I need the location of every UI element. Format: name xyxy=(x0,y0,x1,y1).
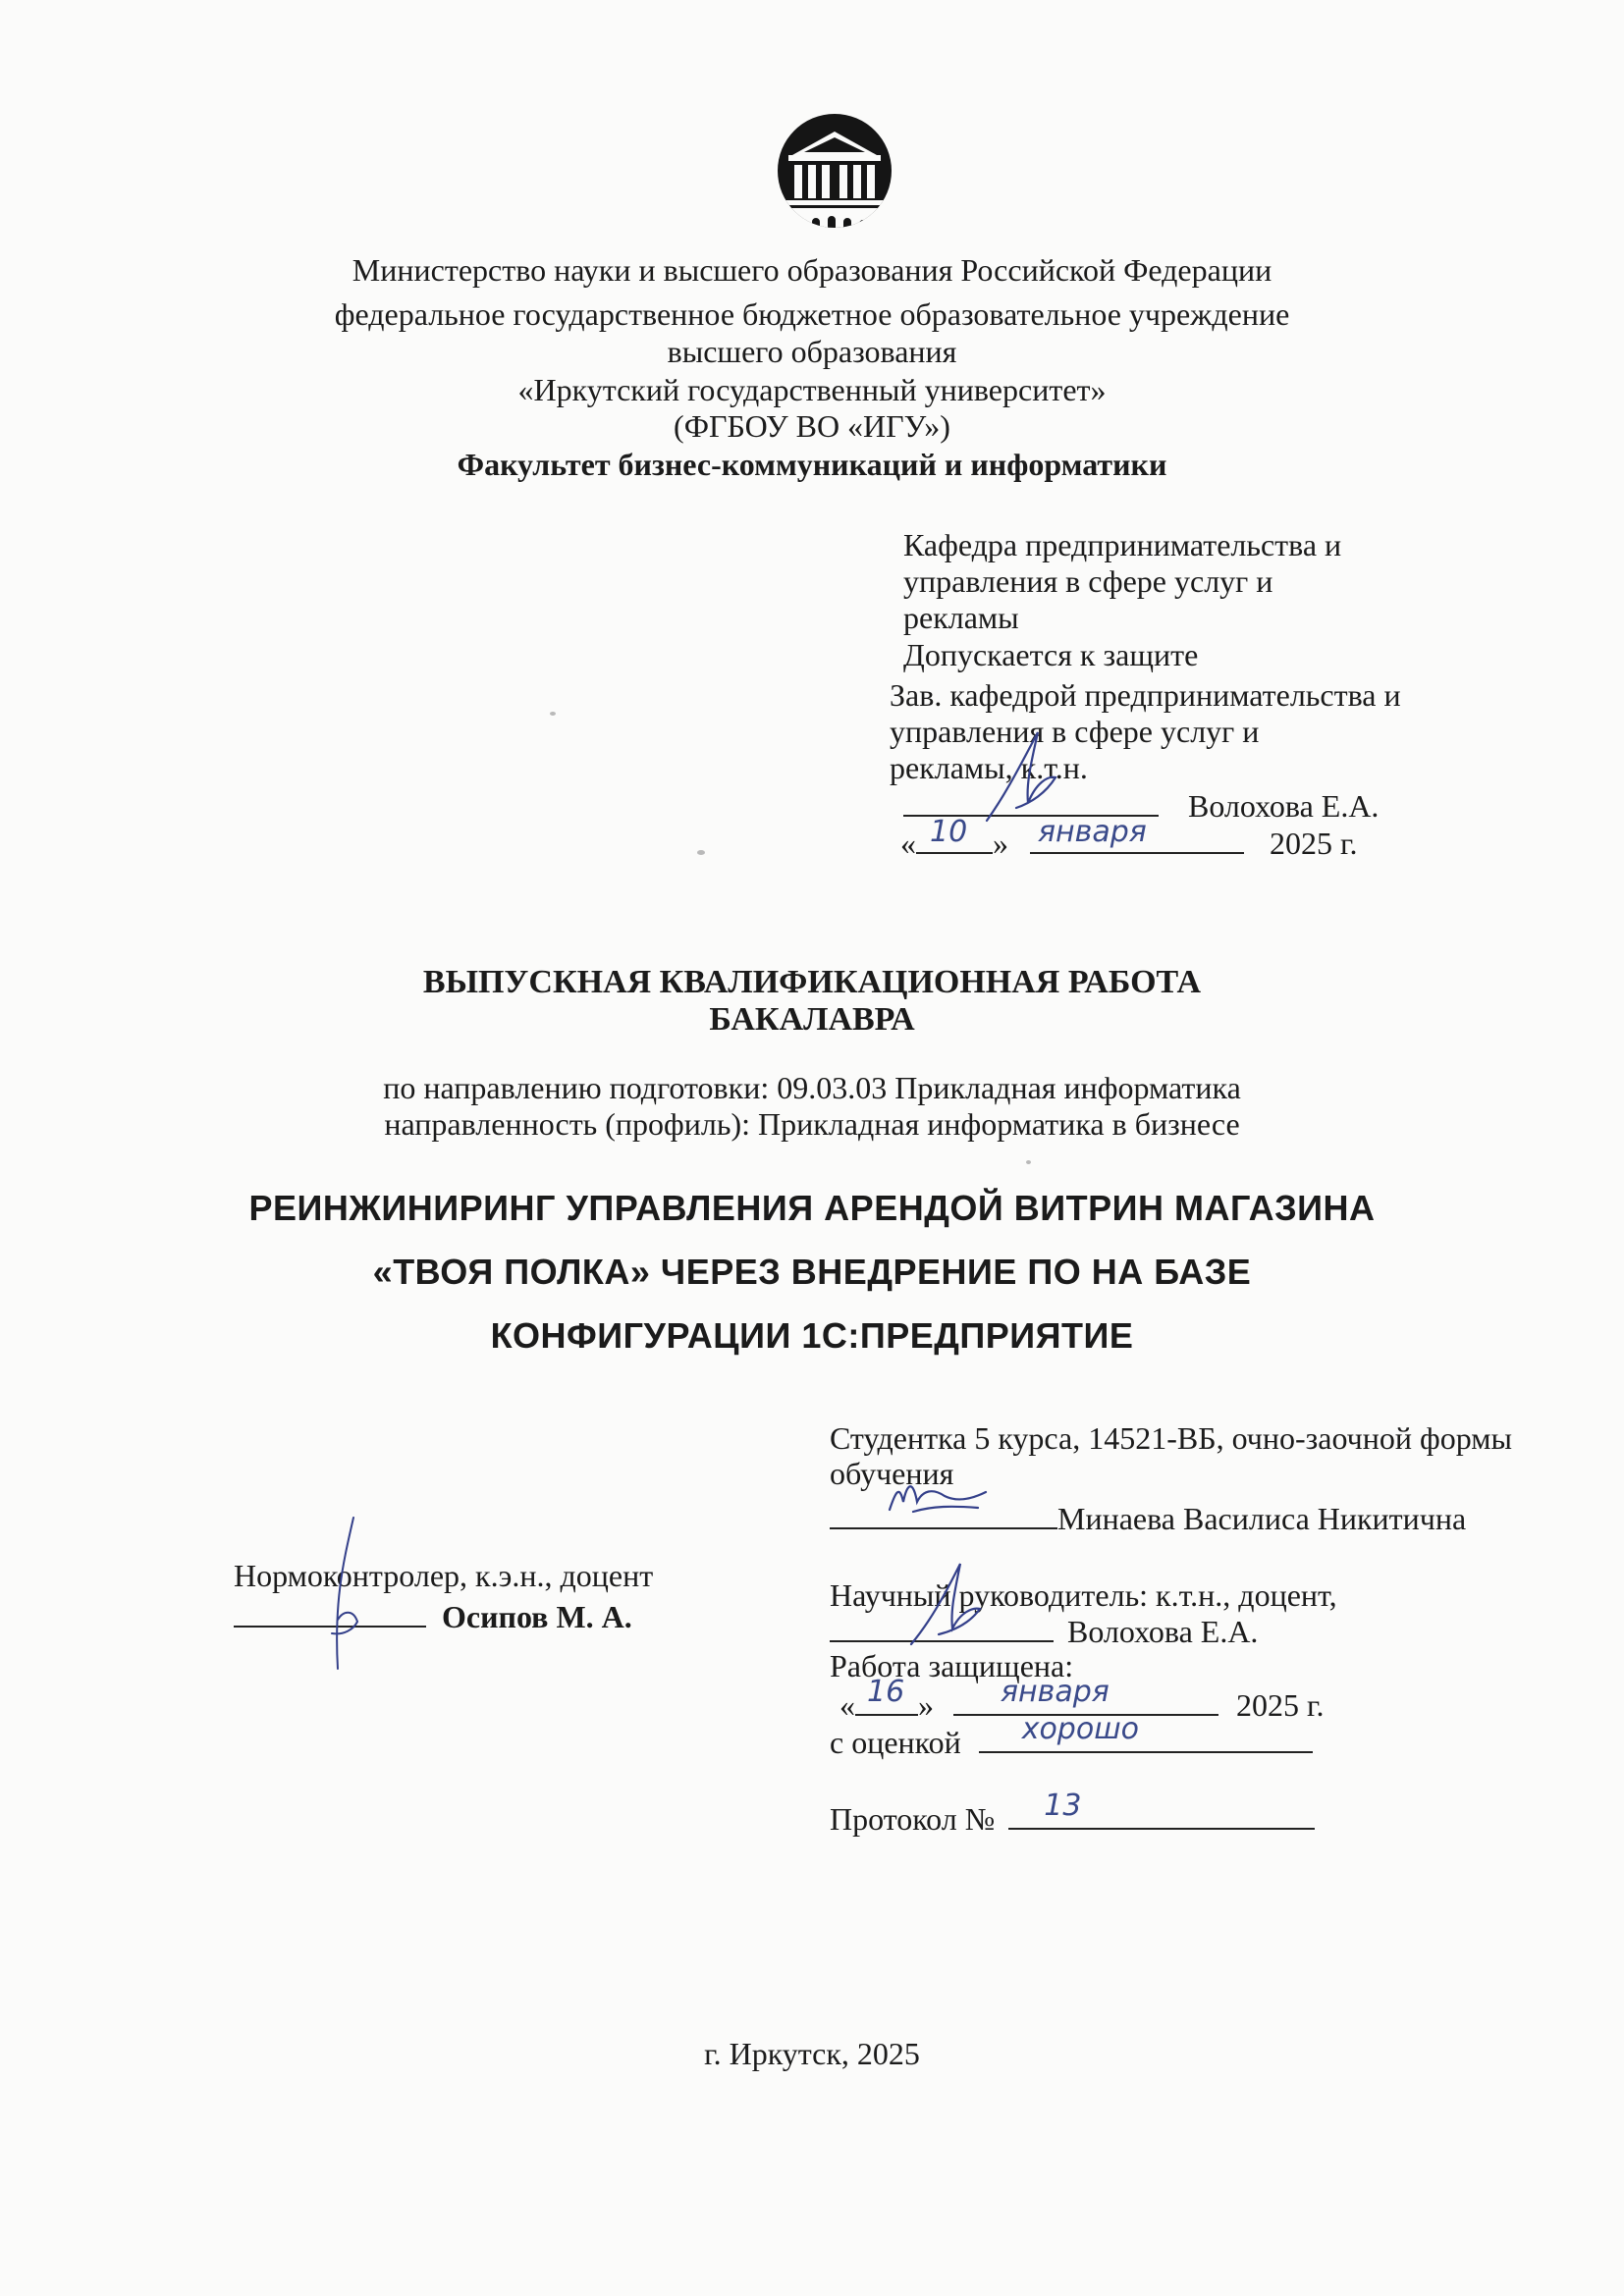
department-head-line-3: рекламы, к.т.н. xyxy=(890,750,1088,785)
handwritten-protocol-number: 13 xyxy=(1044,1789,1082,1823)
direction-line-2: направленность (профиль): Прикладная информатика в бизнесе xyxy=(384,1106,1240,1142)
university-abbreviation: (ФГБОУ ВО «ИГУ») xyxy=(674,408,950,444)
department-line-3: рекламы xyxy=(903,600,1019,635)
faculty-name: Факультет бизнес-коммуникаций и информатики xyxy=(457,447,1167,482)
supervisor-label: Научный руководитель: к.т.н., доцент, xyxy=(830,1577,1337,1613)
scan-speck xyxy=(1026,1160,1031,1164)
direction-line-1: по направлению подготовки: 09.03.03 Прикладная информатика xyxy=(383,1070,1241,1105)
university-building-emblem-icon xyxy=(775,110,894,234)
work-type-line-2: БАКАЛАВРА xyxy=(709,1001,915,1038)
handwritten-grade: хорошо xyxy=(1021,1712,1140,1746)
protocol-blank xyxy=(1008,1789,1315,1830)
department-head-line-1: Зав. кафедрой предпринимательства и xyxy=(890,677,1401,713)
student-info-line-1: Студентка 5 курса, 14521-ВБ, очно-заочной формы xyxy=(830,1420,1512,1456)
day-blank xyxy=(855,1675,918,1716)
department-line-1: Кафедра предпринимательства и xyxy=(903,527,1342,562)
handwritten-month: января xyxy=(1001,1675,1110,1709)
ministry-line: Министерство науки и высшего образования Российской Федерации xyxy=(352,252,1272,288)
grade-blank xyxy=(979,1712,1313,1753)
topic-line-3: КОНФИГУРАЦИИ 1С:ПРЕДПРИЯТИЕ xyxy=(490,1315,1134,1356)
defense-year: 2025 г. xyxy=(1236,1687,1325,1723)
quote-open: « xyxy=(900,826,916,861)
protocol-row xyxy=(830,1789,1315,1839)
scan-speck xyxy=(697,850,705,855)
quote-open: « xyxy=(839,1687,855,1723)
grade-label: с оценкой xyxy=(830,1725,961,1760)
work-type-line-1: ВЫПУСКНАЯ КВАЛИФИКАЦИОННАЯ РАБОТА xyxy=(422,964,1202,1000)
normcontrol-signature xyxy=(314,1512,373,1679)
defense-label: Работа защищена: xyxy=(830,1648,1074,1683)
approval-year: 2025 г. xyxy=(1270,826,1358,861)
handwritten-day: 16 xyxy=(867,1675,905,1709)
topic-line-1: РЕИНЖИНИРИНГ УПРАВЛЕНИЯ АРЕНДОЙ ВИТРИН МАГАЗИНА xyxy=(248,1188,1376,1228)
handwritten-month: января xyxy=(1038,815,1147,849)
supervisor-signature xyxy=(903,1556,992,1654)
normcontrol-label: Нормоконтролер, к.э.н., доцент xyxy=(234,1558,654,1593)
approval-date-row xyxy=(900,815,1358,863)
quote-close: » xyxy=(993,826,1008,861)
university-name: «Иркутский государственный университет» xyxy=(517,372,1107,407)
institution-type-line: федеральное государственное бюджетное образовательное учреждение xyxy=(334,296,1290,332)
normcontrol-signature-row xyxy=(234,1596,632,1636)
supervisor-name: Волохова Е.А. xyxy=(1067,1614,1259,1649)
supervisor-signature-row xyxy=(830,1611,1258,1651)
department-head-name: Волохова Е.А. xyxy=(1188,788,1380,824)
department-line-2: управления в сфере услуг и xyxy=(903,563,1273,599)
admitted-to-defense: Допускается к защите xyxy=(903,637,1199,672)
department-head-line-2: управления в сфере услуг и xyxy=(890,714,1260,749)
student-signature xyxy=(884,1463,992,1522)
education-level-line: высшего образования xyxy=(667,334,957,369)
city-year: г. Иркутск, 2025 xyxy=(704,2036,920,2071)
student-info-line-2: обучения xyxy=(830,1456,954,1491)
handwritten-day: 10 xyxy=(930,815,968,849)
normcontrol-name: Осипов М. А. xyxy=(442,1599,632,1634)
protocol-label: Протокол № xyxy=(830,1801,996,1837)
topic-line-2: «ТВОЯ ПОЛКА» ЧЕРЕЗ ВНЕДРЕНИЕ ПО НА БАЗЕ xyxy=(372,1252,1252,1292)
scan-speck xyxy=(550,712,556,716)
student-name: Минаева Василиса Никитична xyxy=(1057,1501,1467,1536)
quote-close: » xyxy=(918,1687,934,1723)
grade-row xyxy=(830,1712,1313,1762)
department-head-signature xyxy=(977,724,1065,832)
